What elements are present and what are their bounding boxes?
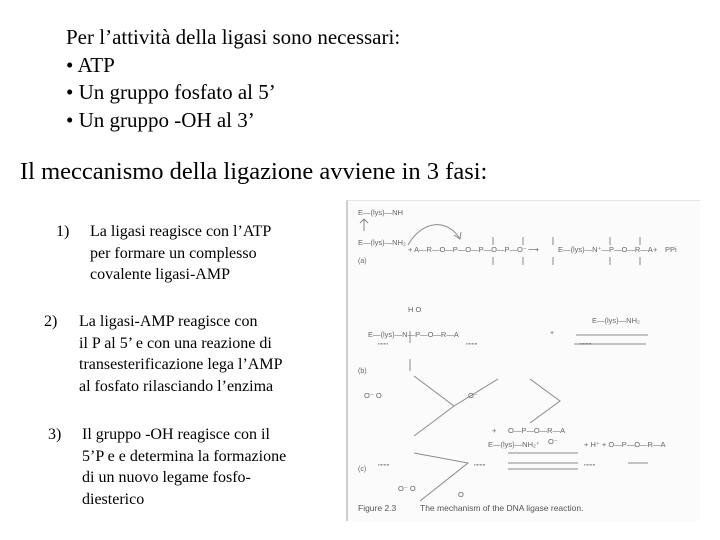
- svg-text:E—(lys)—NH₂: E—(lys)—NH₂: [592, 316, 640, 325]
- panel-b-plus: +: [550, 330, 555, 337]
- svg-text:'''''''': '''''''': [584, 462, 596, 471]
- svg-text:'''''''': '''''''': [378, 462, 390, 471]
- step-3-line: 5’P e e determina la formazione: [82, 447, 287, 465]
- svg-text:E—(lys)—N⁺—P—O—R—A: E—(lys)—N⁺—P—O—R—A: [558, 245, 653, 254]
- panel-a-label: (a): [358, 258, 367, 265]
- step-3-text: [82, 424, 286, 510]
- step-2-line: transesterificazione lega l’AMP: [79, 356, 283, 373]
- svg-text:+: +: [653, 245, 658, 254]
- figure-caption: The mechanism of the DNA ligase reaction.: [420, 503, 584, 513]
- svg-text:E—(lys)—NH₂: E—(lys)—NH₂: [358, 238, 406, 247]
- ligase-mechanism-figure: [346, 200, 700, 521]
- svg-text:E—(lys)—NH₂⁺: E—(lys)—NH₂⁺: [488, 440, 540, 449]
- step-3: [48, 424, 338, 514]
- step-2: [44, 311, 339, 401]
- svg-text:O: O: [458, 490, 464, 499]
- figure-number: Figure 2.3: [358, 503, 397, 513]
- svg-text:O—P—O—R—A: O—P—O—R—A: [508, 426, 566, 435]
- svg-text:+: +: [492, 426, 497, 435]
- svg-text:+ H⁺ + O—P—O—R—A: + H⁺ + O—P—O—R—A: [584, 440, 666, 449]
- step-2-text: [79, 311, 282, 397]
- ligase-mechanism-diagram: [348, 201, 700, 521]
- svg-text:'''''''': '''''''': [474, 462, 486, 471]
- step-1-line: La ligasi reagisce con l’ATP: [90, 223, 272, 240]
- step-3-number: 3): [48, 426, 62, 443]
- svg-text:E—(lys)—NH: E—(lys)—NH: [358, 208, 403, 217]
- svg-text:O⁻: O⁻: [468, 391, 478, 400]
- panel-b-label: (b): [358, 368, 367, 375]
- svg-text:O⁻ O: O⁻ O: [364, 391, 382, 400]
- svg-text:O⁻ O: O⁻ O: [398, 484, 416, 493]
- ppi-label: PPi: [665, 245, 677, 254]
- svg-text:O⁻: O⁻: [548, 437, 558, 446]
- requirements-block: [66, 24, 400, 134]
- svg-text:'''''''': '''''''': [466, 341, 478, 350]
- requirements-intro: Per l’attività della ligasi sono necessari:: [66, 25, 401, 49]
- svg-text:⟶: ⟶: [528, 245, 539, 254]
- step-2-line: il P al 5’ e con una reazione di: [79, 334, 272, 352]
- requirement-phosphate: • Un gruppo fosfato al 5’: [66, 80, 276, 104]
- step-2-line: al fosfato rilasciando l’enzima: [79, 377, 274, 395]
- svg-text:'''''''': '''''''': [580, 341, 592, 350]
- svg-text:E—(lys)—N—P—O—R—A: E—(lys)—N—P—O—R—A: [368, 330, 459, 339]
- requirement-atp: • ATP: [66, 52, 115, 77]
- panel-c-label: (c): [358, 466, 367, 473]
- mechanism-heading: Il meccanismo della ligazione avviene in 3 fasi:: [20, 158, 488, 185]
- step-2-number: 2): [44, 313, 58, 330]
- step-1-number: 1): [56, 223, 70, 240]
- step-3-line: di un nuovo legame fosfo-: [82, 469, 251, 486]
- step-3-line: Il gruppo -OH reagisce con il: [82, 426, 270, 443]
- step-1-line: per formare un complesso: [90, 244, 257, 262]
- step-3-line: diesterico: [82, 490, 145, 508]
- svg-text:H O: H O: [408, 305, 422, 314]
- step-1-text: [90, 221, 271, 286]
- requirement-hydroxyl: • Un gruppo -OH al 3’: [66, 107, 255, 132]
- step-1: [56, 221, 336, 291]
- step-1-line: covalente ligasi-AMP: [90, 266, 230, 283]
- svg-text:+ A—R—O—P—O—P—O—P—O⁻: + A—R—O—P—O—P—O—P—O⁻: [408, 245, 527, 254]
- svg-text:''''''': ''''''': [378, 341, 389, 350]
- step-2-line: La ligasi-AMP reagisce con: [79, 313, 258, 330]
